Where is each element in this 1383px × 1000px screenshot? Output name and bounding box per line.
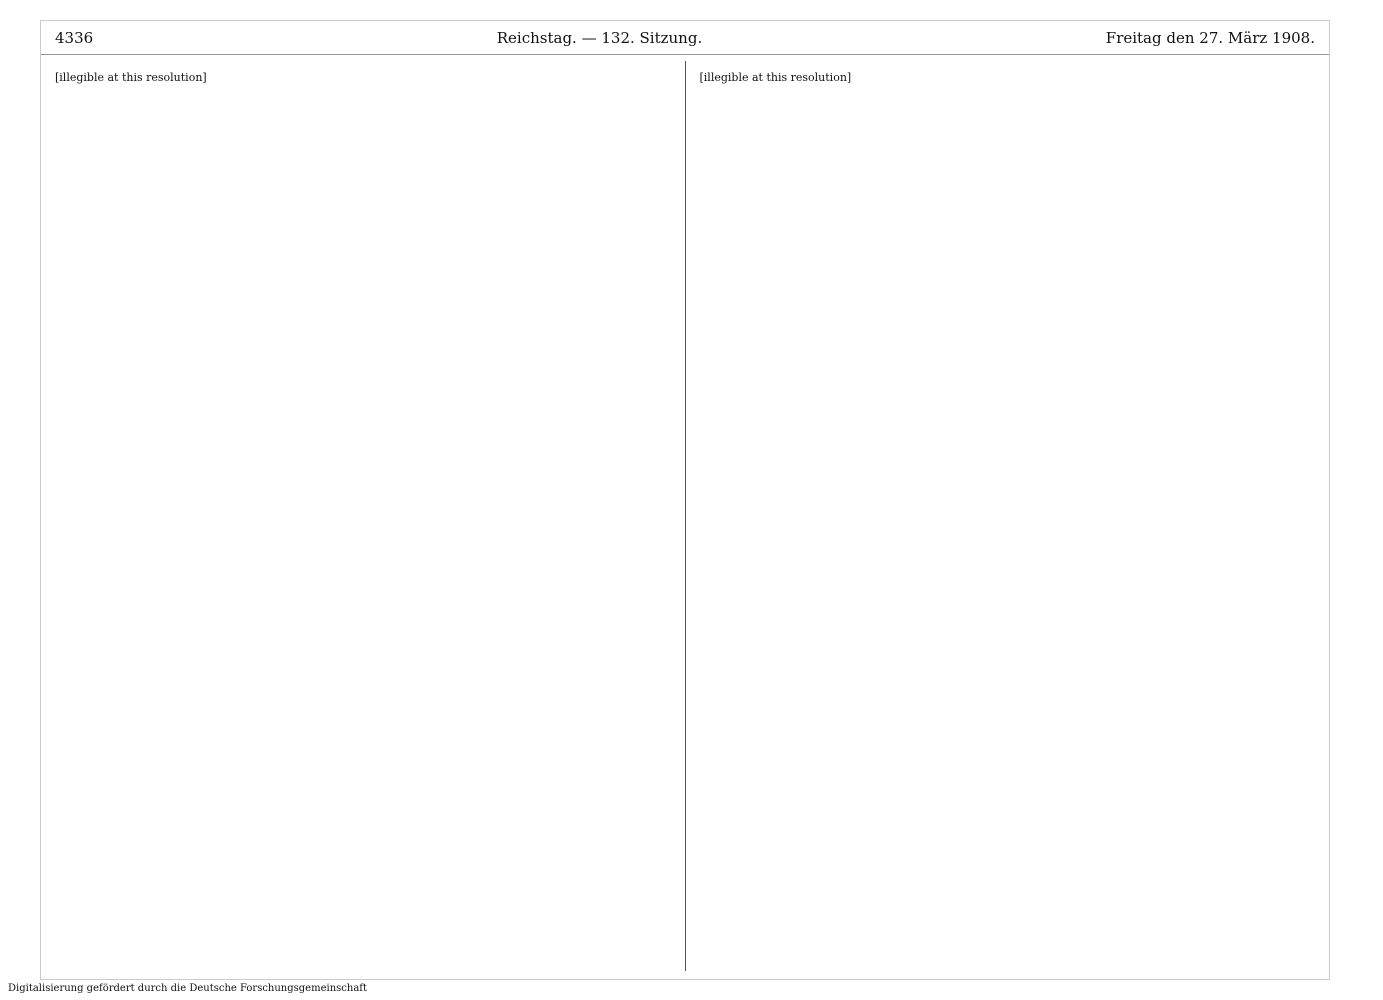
- left-column: [41, 61, 685, 971]
- digitization-credit: Digitalisierung gefördert durch die Deutsche Forschungsgemeinschaft: [8, 983, 367, 994]
- page-date: Freitag den 27. März 1908.: [1105, 28, 1315, 47]
- paragraph: [illegible at this resolution]: [699, 71, 852, 84]
- page-title: Reichstag. — 132. Sitzung.: [496, 28, 703, 47]
- page-header: [41, 21, 1329, 55]
- document-page: [40, 20, 1330, 980]
- text-columns: [41, 61, 1329, 971]
- right-column: [685, 61, 1330, 971]
- paragraph: [illegible at this resolution]: [55, 71, 207, 84]
- page-number: 4336: [55, 28, 94, 47]
